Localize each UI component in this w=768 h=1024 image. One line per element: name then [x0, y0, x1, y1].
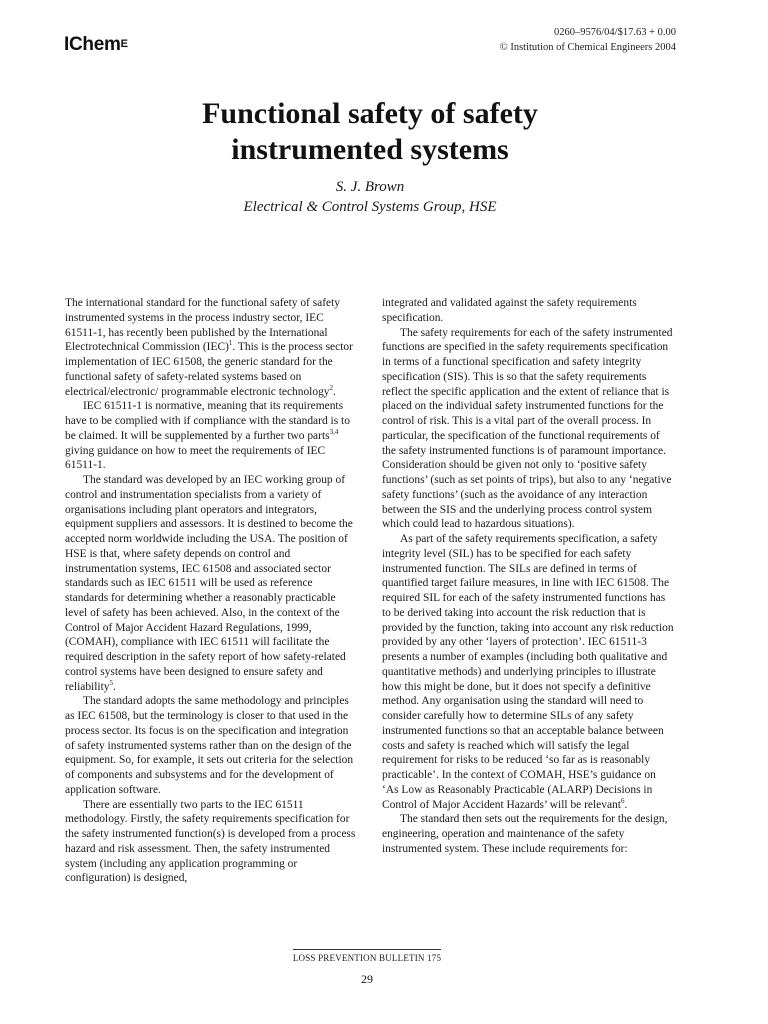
- paragraph: The safety requirements for each of the safety instrumented functions are specified in the safety requirements specification in terms of a functional specification and safety integrity specification (SIS). This is so that the safety requirements reflect the specific application and the extent of reliance that is placed on the individual safety instrumented functions for the control of risk. This is a vital part of the overall process. In particular, the specification of the functional requirements of the safety instrumented functions is of paramount importance. Consideration should be given not only to ‘positive safety functions’ (such as set points of trips), but also to any ‘negative safety functions’ (such as the avoidance of any interaction between the SIS and the underlying process control system which could lead to hazardous situations).: [382, 326, 673, 531]
- ichem-logo: [64, 34, 128, 56]
- title-line-1: Functional safety of safety: [202, 97, 538, 130]
- paragraph: The standard was developed by an IEC working group of control and instrumentation specialists from a variety of organisations including plant operators and integrators, equipment suppliers and assessors. It is destined to become the accepted norm worldwide including the USA. The position of HSE is that, where safety depends on control and instrumentation systems, IEC 61508 and associated sector standards such as IEC 61511 will be used as reference standards for determining whether a reasonably practicable level of safety has been achieved. Also, in the context of the Control of Major Accident Hazard Regulations, 1999, (COMAH), compliance with IEC 61511 will facilitate the required description in the safety report of how safety-related control systems have been designed to ensure safety and reliability$^5$.: [65, 474, 353, 693]
- paragraph: As part of the safety requirements specification, a safety integrity level (SIL) has to be specified for each safety instrumented function. The SILs are defined in terms of quantified target failure measures, in line with IEC 61508. The required SIL for each of the safety instrumented functions has to be derived taking into account the risk reduction that is provided by the function, taking into account any risk reduction provided by any other ‘layers of protection’. IEC 61511-3 presents a number of examples (including both qualitative and quantitative methods) and underlying principles to illustrate how this might be done, but it does not specify a definitive method. Any organisation using the standard will need to consider carefully how to determine SILs of any safety instrumented functions so that an acceptable balance between costs and safety is reached which will satisfy the legal requirement for risks to be reduced ‘so far as is reasonably practicable’. In the context of COMAH, HSE’s guidance on ‘As Low as Reasonably Practicable (ALARP) Decisions in Control of Major Accident Hazards’ will be relevant$^6$.: [382, 533, 674, 811]
- author-block: [0, 177, 740, 217]
- reference-marker: 3,4: [329, 427, 339, 436]
- reference-marker: 5: [109, 678, 113, 687]
- paragraph: integrated and validated against the safety requirements specification.: [382, 297, 637, 324]
- page-footer: [0, 948, 734, 987]
- reference-marker: 1: [228, 339, 233, 348]
- paragraph: The international standard for the functional safety of safety instrumented systems in the process industry sector, IEC 61511-1, has recently been published by the International Electrotechnical Commission (IEC)$^1$. This is the process sector implementation of IEC 61508, the generic standard for the functional safety of safety-related systems based on electrical/electronic/ programmable electronic technology$^2$.: [65, 297, 353, 398]
- author-affiliation: Electrical & Control Systems Group, HSE: [243, 199, 497, 215]
- issn-line: 0260–9576/04/$17.63 + 0.00: [553, 27, 676, 38]
- right-column: [382, 296, 674, 857]
- paragraph: There are essentially two parts to the IEC 61511 methodology. Firstly, the safety requirements specification for the safety instrumented function(s) is developed from a process hazard and risk assessment. Then, the safety instrumented system (including any application programming or configuration) is designed,: [65, 798, 356, 885]
- title-line-2: instrumented systems: [231, 133, 509, 166]
- bulletin-name: LOSS PREVENTION BULLETIN 175: [293, 949, 441, 964]
- copyright-line: © Institution of Chemical Engineers 2004: [499, 41, 676, 53]
- paragraph: The standard then sets out the requirements for the design, engineering, operation and maintenance of the safety instrumented system. These include requirements for:: [382, 813, 668, 855]
- paragraph: IEC 61511-1 is normative, meaning that its requirements have to be complied with if compliance with the standard is to be claimed. It will be supplemented by a further two parts$^{3,4}$ giving guidance on how to meet the requirements of IEC 61511-1.: [65, 400, 350, 472]
- publication-info: [500, 26, 676, 55]
- author-name: S. J. Brown: [335, 179, 405, 195]
- logo-text: IChem: [64, 34, 121, 55]
- page-number: 29: [361, 972, 373, 986]
- reference-marker: 2: [329, 383, 334, 392]
- left-column: [65, 296, 357, 886]
- paragraph: The standard adopts the same methodology and principles as IEC 61508, but the terminology is closer to that used in the process sector. Its focus is on the specification and integration of safety instrumented systems rather than on the design of the equipment. So, for example, it sets out criteria for the selection of components and subsystems and for the development of application software.: [65, 695, 354, 796]
- reference-marker: 6: [620, 796, 625, 805]
- logo-superscript: E: [120, 38, 128, 50]
- article-title: [0, 96, 740, 168]
